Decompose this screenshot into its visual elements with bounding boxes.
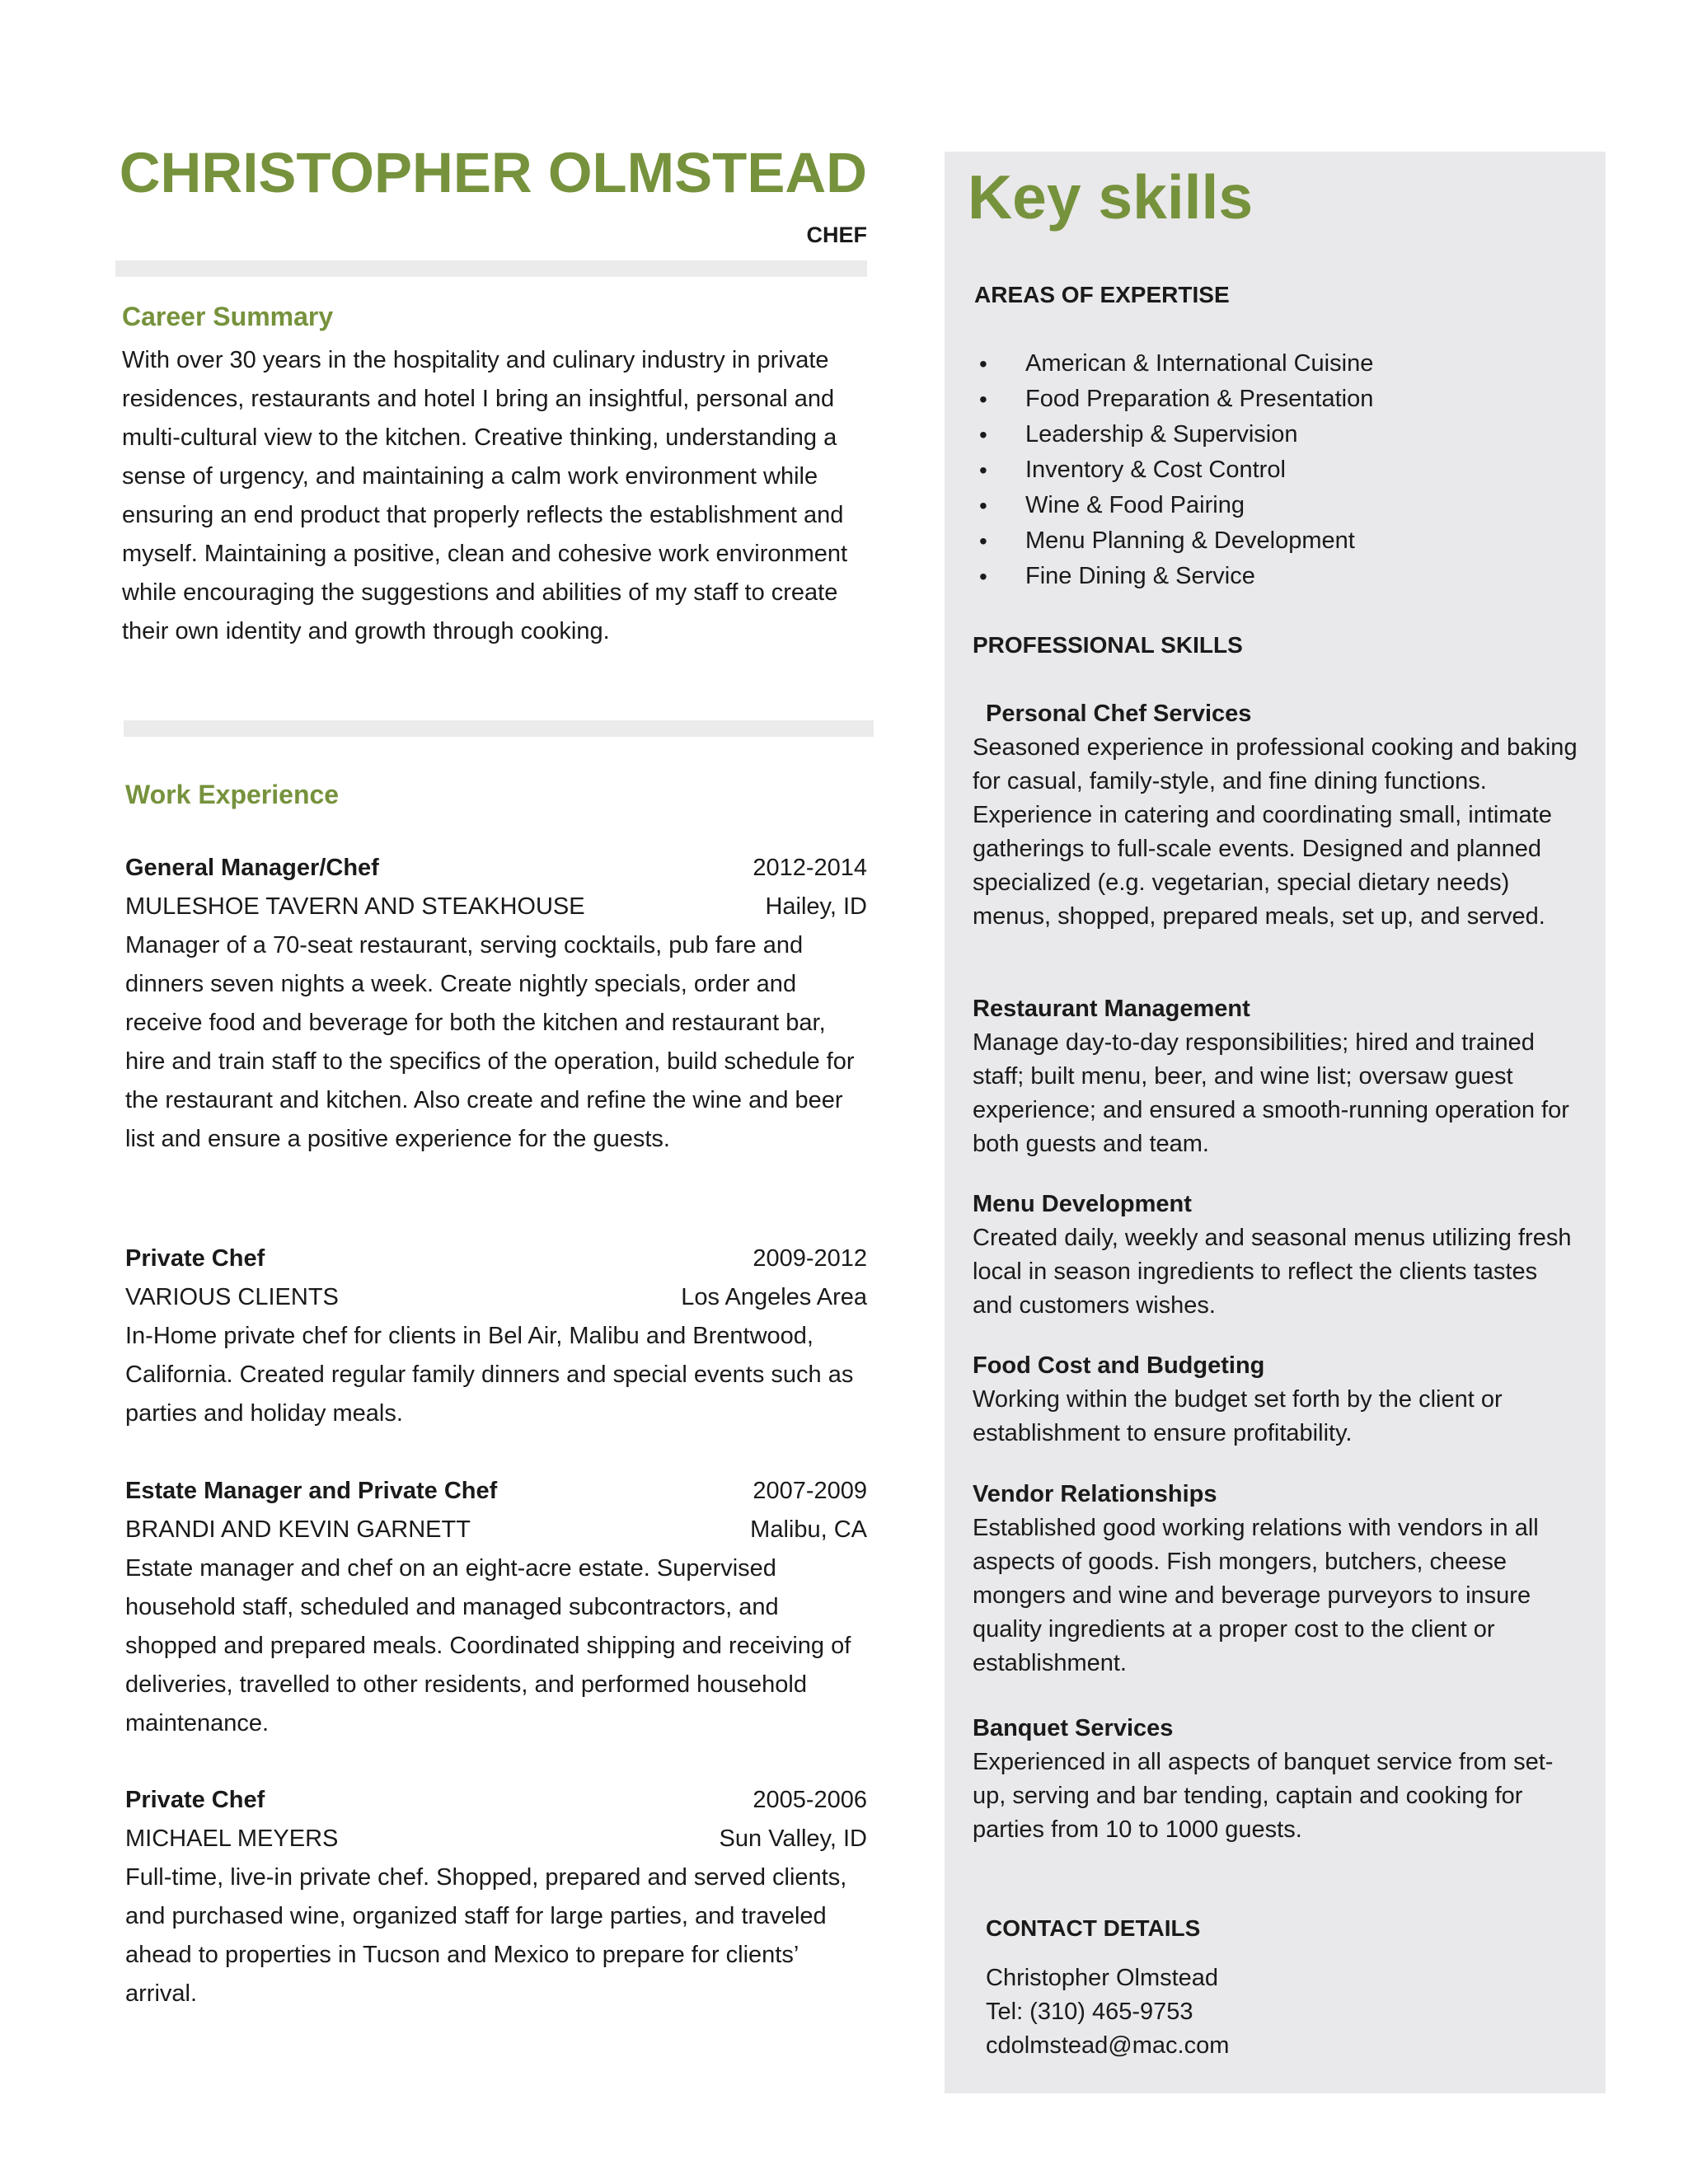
job-location: Malibu, CA xyxy=(750,1516,867,1543)
skill-entry xyxy=(973,1349,1582,1451)
work-experience-heading: Work Experience xyxy=(125,780,340,809)
expertise-item: • Fine Dining & Service xyxy=(974,559,1373,594)
areas-of-expertise-heading: AREAS OF EXPERTISE xyxy=(974,282,1230,307)
key-skills-title: Key skills xyxy=(968,162,1254,232)
expertise-item: • Inventory & Cost Control xyxy=(974,452,1373,488)
job-title: Estate Manager and Private Chef xyxy=(125,1478,498,1504)
skill-entry xyxy=(973,1712,1582,1847)
contact-name: Christopher Olmstead xyxy=(986,1965,1219,1991)
job-title: Private Chef xyxy=(125,1245,265,1272)
contact-details xyxy=(986,1961,1229,2063)
header-divider xyxy=(115,260,867,277)
job-location: Los Angeles Area xyxy=(681,1284,867,1310)
candidate-role: CHEF xyxy=(806,223,867,247)
skill-text: Working within the budget set forth by the client or establishment to ensure profitability. xyxy=(973,1386,1503,1446)
skill-title: Banquet Services xyxy=(973,1715,1174,1741)
job-description: Full-time, live-in private chef. Shopped, prepared and served clients, and purchased wine, organized staff for large parties, and traveled ahead to properties in Tucson and Mexico to prepare for clients’ arrival. xyxy=(125,1864,847,2007)
career-summary-heading: Career Summary xyxy=(122,302,334,331)
career-summary-text: With over 30 years in the hospitality and culinary industry in private residences, restaurants and hotel I bring an insightful, personal and multi-cultural view to the kitchen. Creative thinking, understanding a sense of urgency, and maintaining a calm work environment while ensuring an end product that properly reflects the establishment and myself. Maintaining a positive, clean and cohesive work environment while encouraging the suggestions and abilities of my staff to create their own identity and growth through cooking. xyxy=(122,347,848,644)
professional-skills-heading: PROFESSIONAL SKILLS xyxy=(973,632,1243,658)
job-dates: 2005-2006 xyxy=(753,1787,867,1813)
job-description: Manager of a 70-seat restaurant, serving cocktails, pub fare and dinners seven nights a week. Create nightly specials, order and receive food and beverage for both the kitchen and restaurant bar, hire and train staff to the specifics of the operation, build schedule for the restaurant and kitchen. Also create and refine the wine and beer list and ensure a positive experience for the guests. xyxy=(125,932,855,1152)
job-employer: VARIOUS CLIENTS xyxy=(125,1284,339,1310)
skill-title: Restaurant Management xyxy=(973,996,1250,1022)
contact-phone[interactable]: Tel: (310) 465-9753 xyxy=(986,1999,1193,2025)
skill-entry xyxy=(973,697,1582,934)
job-entry xyxy=(125,1781,867,2013)
job-description: In-Home private chef for clients in Bel Air, Malibu and Brentwood, California. Created regular family dinners and special events such as parties and holiday meals. xyxy=(125,1323,854,1427)
skill-entry xyxy=(973,1478,1582,1680)
job-dates: 2009-2012 xyxy=(753,1245,867,1272)
contact-details-heading: CONTACT DETAILS xyxy=(986,1915,1201,1941)
job-entry xyxy=(125,1472,867,1743)
job-title: General Manager/Chef xyxy=(125,855,379,881)
job-employer: MULESHOE TAVERN AND STEAKHOUSE xyxy=(125,893,585,920)
skill-title: Vendor Relationships xyxy=(973,1481,1217,1507)
skills-sidebar xyxy=(945,152,1606,2093)
skill-title: Personal Chef Services xyxy=(986,701,1252,727)
skill-text: Established good working relations with vendors in all aspects of goods. Fish mongers, butchers, cheese mongers and wine and beverage purveyors to insure quality ingredients at a proper cost to the client or establishment. xyxy=(973,1515,1539,1676)
job-employer: BRANDI AND KEVIN GARNETT xyxy=(125,1516,471,1543)
skill-text: Experienced in all aspects of banquet service from set-up, serving and bar tending, captain and cooking for parties from 10 to 1000 guests. xyxy=(973,1749,1554,1843)
skill-text: Manage day-to-day responsibilities; hired and trained staff; built menu, beer, and wine list; oversaw guest experience; and ensured a smooth-running operation for both guests and team. xyxy=(973,1029,1569,1157)
expertise-list xyxy=(974,346,1373,594)
skill-text: Created daily, weekly and seasonal menus utilizing fresh local in season ingredients to reflect the clients tastes and customers wishes. xyxy=(973,1225,1572,1319)
skill-entry xyxy=(973,992,1582,1161)
job-description: Estate manager and chef on an eight-acre estate. Supervised household staff, scheduled and managed subcontractors, and shopped and prepared meals. Coordinated shipping and receiving of deliveries, travelled to other residents, and performed household maintenance. xyxy=(125,1555,851,1736)
job-entry xyxy=(125,1240,867,1433)
candidate-name: CHRISTOPHER OLMSTEAD xyxy=(119,141,867,204)
expertise-item: • American & International Cuisine xyxy=(974,346,1373,382)
job-dates: 2012-2014 xyxy=(753,855,867,881)
skill-title: Menu Development xyxy=(973,1191,1192,1217)
expertise-item: • Wine & Food Pairing xyxy=(974,488,1373,523)
expertise-item: • Menu Planning & Development xyxy=(974,523,1373,559)
section-divider xyxy=(124,720,874,737)
job-location: Sun Valley, ID xyxy=(719,1825,867,1852)
job-location: Hailey, ID xyxy=(765,893,867,920)
expertise-item: • Leadership & Supervision xyxy=(974,417,1373,452)
skill-text: Seasoned experience in professional cooking and baking for casual, family-style, and fine dining functions. Experience in catering and coordinating small, intimate gatherings to full-scale events. Designed and planned specialized (e.g. vegetarian, special dietary needs) menus, shopped, prepared meals, set up, and served. xyxy=(973,734,1578,930)
job-employer: MICHAEL MEYERS xyxy=(125,1825,339,1852)
skill-entry xyxy=(973,1188,1582,1323)
contact-email[interactable]: cdolmstead@mac.com xyxy=(986,2032,1230,2059)
job-dates: 2007-2009 xyxy=(753,1478,867,1504)
skill-title: Food Cost and Budgeting xyxy=(973,1352,1265,1379)
job-entry xyxy=(125,849,867,1159)
job-title: Private Chef xyxy=(125,1787,265,1813)
expertise-item: • Food Preparation & Presentation xyxy=(974,382,1373,417)
